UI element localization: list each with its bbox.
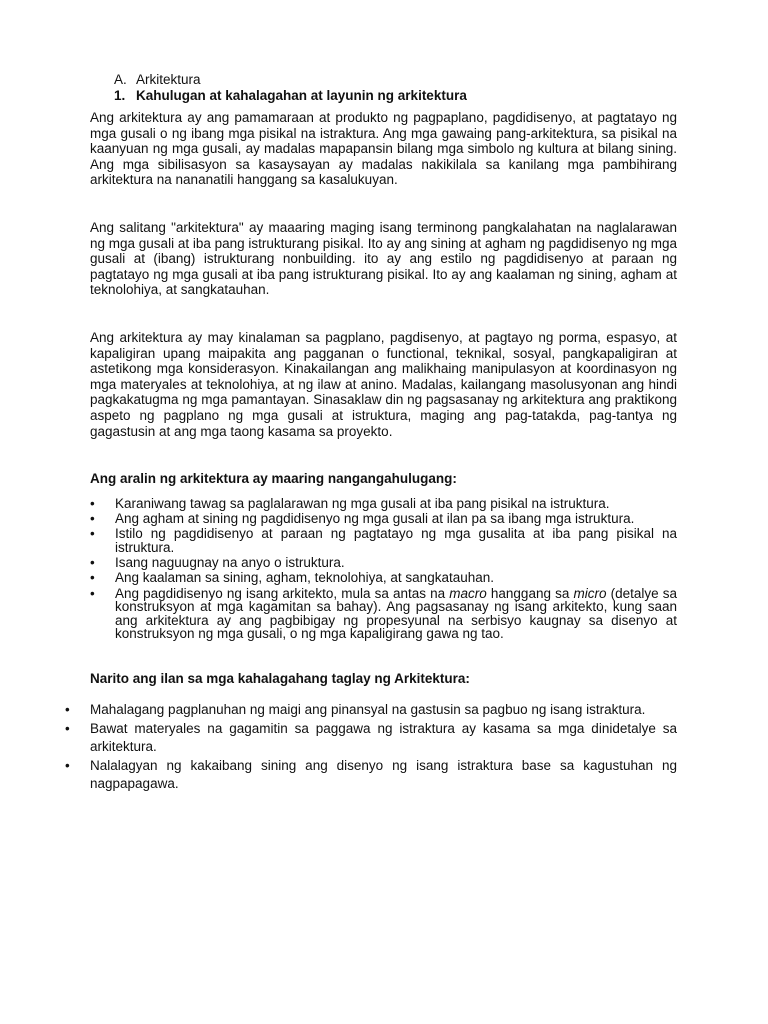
bullet-icon: • <box>90 585 95 601</box>
section-heading <box>90 72 677 88</box>
macro-term: macro <box>449 585 487 601</box>
paragraph-2: Ang salitang "arkitektura" ay maaaring maging isang terminong pangkalahatan na naglalarawan ng mga gusali at iba pang istrukturang pisikal. Ito ay ang sining at agham ng pagdidisenyo ng mga gusali at (ibang) istrukturang nonbuilding. ito ay ang estilo ng pagdidisenyo at paraan ng pagtatayo ng mga gusali at iba pang istrukturang pisikal. Ito ay ang kaalaman ng sining, agham at teknolohiya, at sangkatauhan. <box>90 219 677 298</box>
list1-heading: Ang aralin ng arkitektura ay maaring nangangahulugang: <box>90 471 457 487</box>
list2 <box>65 701 677 793</box>
list-item: • Istilo ng pagdidisenyo at paraan ng pagtatayo ng mga gusalita at iba pang pisikal na istruktura. <box>90 526 677 556</box>
subsection-heading <box>90 88 677 104</box>
section-title: Arkitektura <box>136 72 201 87</box>
bullet-icon: • <box>90 496 95 512</box>
list1 <box>90 497 677 641</box>
list-item: • Ang pagdidisenyo ng isang arkitekto, mula sa antas na macro hanggang sa micro (detalye sa konstruksyon at mga kagamitan sa bahay). Ang pagsasanay ng isang arkitekto, kung saan ang arkitektura ay ang pagbibigay ng propesyunal na serbisyo kaugnay sa disenyo at konstruksyon ng mga gusali, o ng mga kapaligirang gawa ng tao. <box>90 585 677 642</box>
section-marker: A. <box>114 72 127 87</box>
subsection-marker: 1. <box>114 88 126 103</box>
list-item: • Ang kaalaman sa sining, agham, teknolohiya, at sangkatauhan. <box>90 570 495 586</box>
paragraph-3: Ang arkitektura ay may kinalaman sa pagplano, pagdisenyo, at pagtayo ng porma, espasyo, at kapaligiran upang maipakita ang pagganan o functional, teknikal, sosyal, pangkapaligiran at astetikong mga konsiderasyon. Kinakailangan ang malikhaing manipulasyon at koordinasyon ng mga materyales at teknolohiya, at ng ilaw at anino. Madalas, kailangang masolusyonan ang hindi pagkakatugma ng mga pamantayan. Sinasaklaw din ng pagsasanay ng arkitektura ang praktikong aspeto ng pagplano ng mga gusali at istruktura, maging ang pag-tatakda, pag-tantya ng gagastusin at ang mga taong kasama sa proyekto. <box>90 329 677 439</box>
list-item: • Ang agham at sining ng pagdidisenyo ng mga gusali at ilan pa sa ibang mga istruktura. <box>90 511 635 527</box>
list-item: • Mahalagang pagplanuhan ng maigi ang pinansyal na gastusin sa pagbuo ng isang istraktura. <box>65 701 646 717</box>
bullet-icon: • <box>90 555 95 571</box>
list-item: • Karaniwang tawag sa paglalarawan ng mga gusali at iba pang pisikal na istruktura. <box>90 496 610 512</box>
bullet-icon: • <box>65 720 70 736</box>
document-page <box>65 72 677 794</box>
paragraph-1: Ang arkitektura ay ang pamamaraan at produkto ng pagpaplano, pagdidisenyo, at pagtatayo ng mga gusali o ng ibang mga pisikal na istraktura. Ang mga gawaing pang-arkitektura, sa pisikal na kaanyuan ng mga gusali, ay madalas mapapansin bilang mga simbolo ng kultura at bilang sining. Ang mga sibilisasyon sa kasaysayan ay madalas nakikilala sa kanilang mga pambihirang arkitektura na nananatili hanggang sa kasalukuyan. <box>90 110 677 188</box>
list-item: • Bawat materyales na gagamitin sa paggawa ng istraktura ay kasama sa mga dinidetalye sa arkitektura. <box>65 720 677 754</box>
list-item: • Isang naguugnay na anyo o istruktura. <box>90 555 345 571</box>
bullet-icon: • <box>65 757 70 773</box>
list-item: • Nalalagyan ng kakaibang sining ang disenyo ng isang istraktura base sa kagustuhan ng nagpapagawa. <box>65 757 677 791</box>
bullet-icon: • <box>90 511 95 527</box>
list2-heading: Narito ang ilan sa mga kahalagahang taglay ng Arkitektura: <box>90 670 470 686</box>
micro-term: micro <box>573 585 607 601</box>
bullet-icon: • <box>90 526 95 542</box>
bullet-icon: • <box>65 701 70 717</box>
bullet-icon: • <box>90 570 95 586</box>
subsection-title: Kahulugan at kahalagahan at layunin ng arkitektura <box>136 88 467 103</box>
